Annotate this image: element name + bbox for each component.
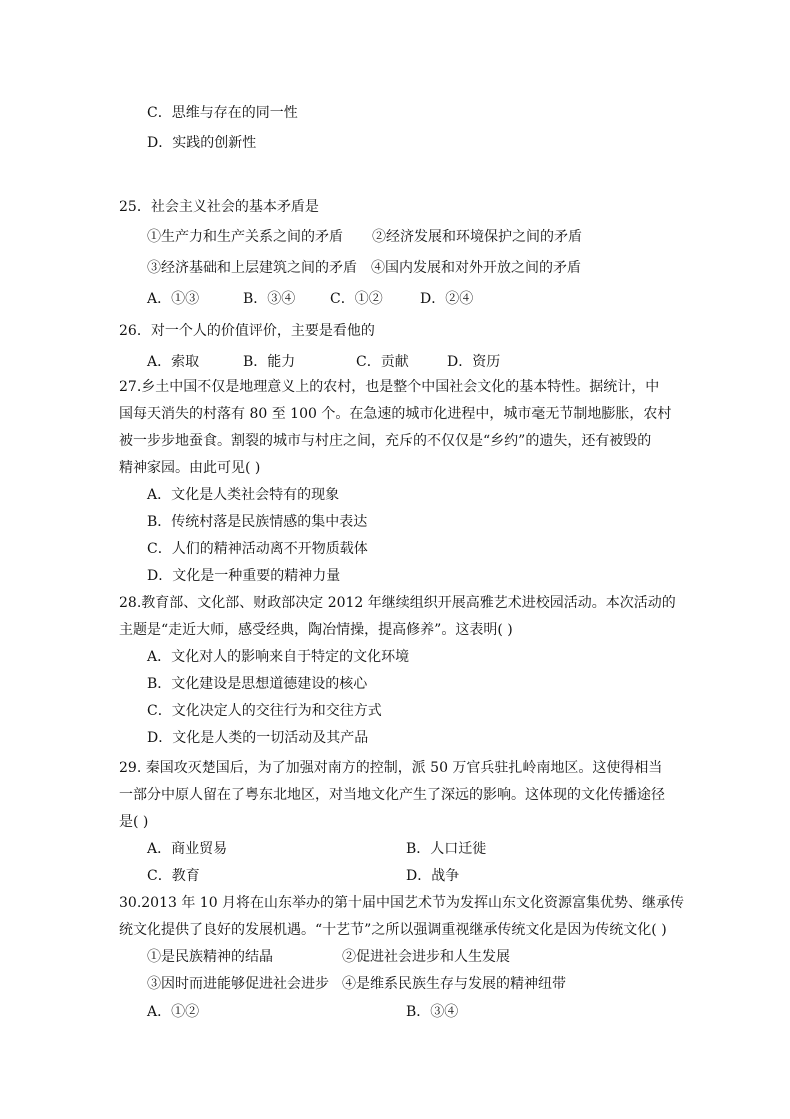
q29-option-d: D．战争 — [406, 868, 460, 884]
q28-option-c: C．文化决定人的交往行为和交往方式 — [147, 703, 382, 719]
q28-option-b: B．文化建设是思想道德建设的核心 — [147, 676, 368, 692]
q27-stem-line-2: 国每天消失的村落有 80 至 100 个。在急速的城市化进程中，城市毫无节制地膨胀，农村 — [119, 406, 672, 422]
q29-option-c: C．教育 — [147, 868, 200, 884]
q25-item-2: ②经济发展和环境保护之间的矛盾 — [372, 229, 582, 245]
q30-option-a: A．①② — [147, 1004, 200, 1020]
q29-stem-line-1: 29. 秦国攻灭楚国后，为了加强对南方的控制，派 50 万官兵驻扎岭南地区。这使得相当 — [119, 760, 663, 776]
q29-option-b: B．人口迁徙 — [406, 841, 487, 857]
q27-stem-line-1: 27.乡土中国不仅是地理意义上的农村，也是整个中国社会文化的基本特性。据统计，中 — [119, 379, 660, 395]
q28-option-d: D．文化是人类的一切活动及其产品 — [147, 730, 369, 746]
q25-item-4: ④国内发展和对外开放之间的矛盾 — [371, 260, 581, 276]
q26-option-d: D．资历 — [447, 354, 501, 370]
q26-stem: 26．对一个人的价值评价，主要是看他的 — [119, 323, 375, 339]
q30-stem-line-2: 统文化提供了良好的发展机遇。“十艺节”之所以强调重视继承传统文化是因为传统文化( ) — [119, 922, 667, 938]
q30-option-b: B．③④ — [406, 1004, 459, 1020]
q30-item-1: ①是民族精神的结晶 — [147, 949, 273, 965]
q27-stem-line-3: 被一步步地蚕食。割裂的城市与村庄之间，充斥的不仅仅是“乡约”的遗失，还有被毁的 — [119, 433, 652, 449]
q26-option-b: B．能力 — [243, 354, 296, 370]
q28-option-a: A．文化对人的影响来自于特定的文化环境 — [147, 649, 410, 665]
q24-option-d: D．实践的创新性 — [147, 135, 257, 151]
q25-item-1: ①生产力和生产关系之间的矛盾 — [147, 229, 343, 245]
q27-option-c: C．人们的精神活动离不开物质载体 — [147, 541, 368, 557]
q27-option-a: A．文化是人类社会特有的现象 — [147, 487, 340, 503]
q29-stem-line-2: 一部分中原人留在了粤东北地区，对当地文化产生了深远的影响。这体现的文化传播途径 — [119, 787, 665, 803]
q25-option-b: B．③④ — [243, 291, 296, 307]
q27-stem-line-4: 精神家园。由此可见( ) — [119, 460, 261, 476]
q28-stem-line-2: 主题是“走近大师，感受经典，陶冶情操，提高修养”。这表明( ) — [119, 622, 513, 638]
q27-option-d: D．文化是一种重要的精神力量 — [147, 568, 341, 584]
q29-stem-line-3: 是( ) — [119, 814, 149, 830]
q26-option-a: A．索取 — [147, 354, 200, 370]
q30-stem-line-1: 30.2013 年 10 月将在山东举办的第十届中国艺术节为发挥山东文化资源富集优势、继承传 — [119, 895, 685, 911]
q25-option-d: D．②④ — [420, 291, 474, 307]
q28-stem-line-1: 28.教育部、文化部、财政部决定 2012 年继续组织开展高雅艺术进校园活动。本次活动的 — [119, 595, 676, 611]
q24-option-c: C．思维与存在的同一性 — [147, 105, 298, 121]
q25-option-a: A．①③ — [147, 291, 200, 307]
q26-option-c: C．贡献 — [356, 354, 409, 370]
q30-item-2: ②促进社会进步和人生发展 — [342, 949, 510, 965]
q30-item-4: ④是维系民族生存与发展的精神纽带 — [342, 976, 566, 992]
q27-option-b: B．传统村落是民族情感的集中表达 — [147, 514, 368, 530]
q30-item-3: ③因时而进能够促进社会进步 — [147, 976, 329, 992]
q25-item-3: ③经济基础和上层建筑之间的矛盾 — [147, 260, 357, 276]
q25-stem: 25．社会主义社会的基本矛盾是 — [119, 199, 319, 215]
q29-option-a: A．商业贸易 — [147, 841, 228, 857]
q25-option-c: C．①② — [330, 291, 383, 307]
